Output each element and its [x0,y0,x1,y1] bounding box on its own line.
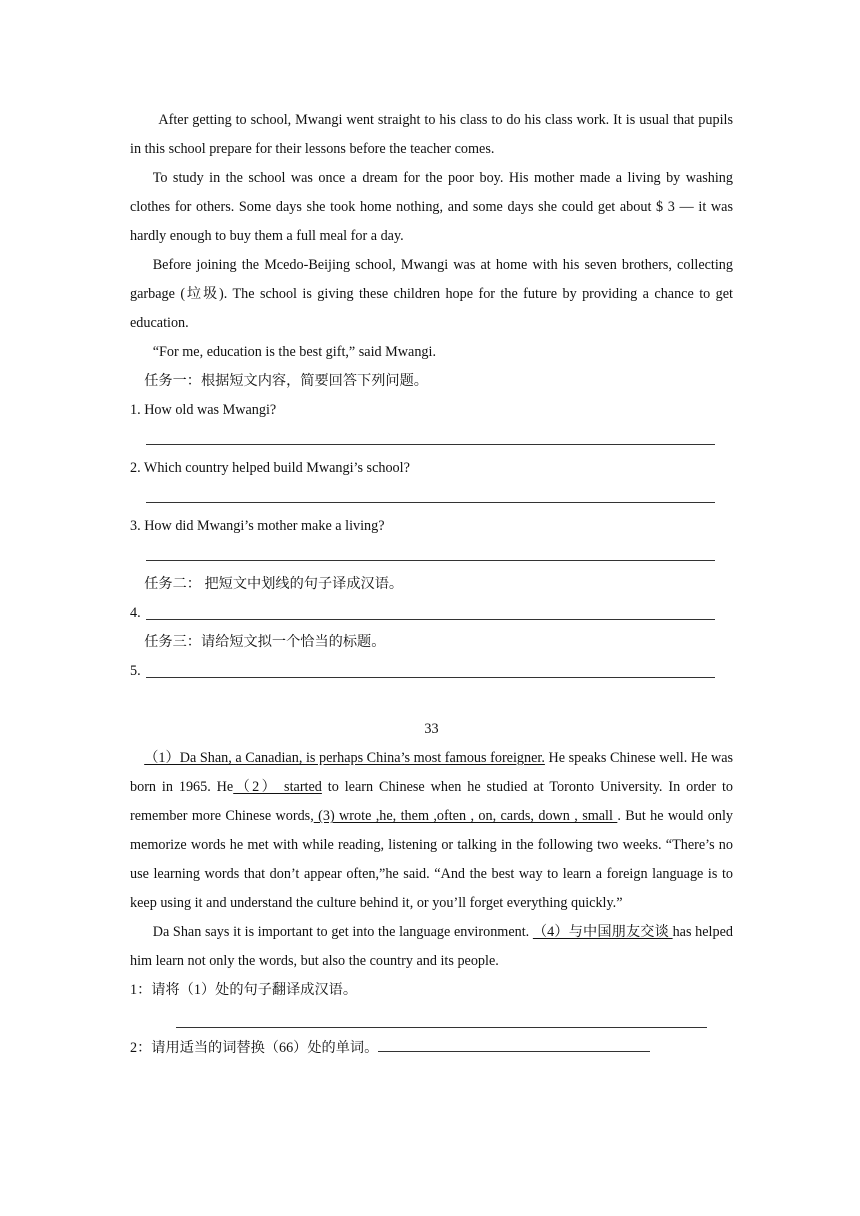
answer-number-5: 5. [130,663,141,679]
section-number: 33 [424,721,439,737]
answer-line-4[interactable] [130,599,733,628]
task3-title: 任务三：请给短文拟一个恰当的标题。 [144,634,386,650]
answer-line-5[interactable] [130,657,733,686]
passage-paragraph-4: “For me, education is the best gift,” said Mwangi. [152,344,437,360]
task2-title: 任务二： 把短文中划线的句子译成汉语。 [144,576,404,592]
underlined-word-2: （2） started [233,779,322,795]
task1-title: 任务一：根据短文内容，简要回答下列问题。 [144,373,428,389]
exercise-1-answer-line[interactable] [130,1005,733,1034]
passage2-text-3: . But he would only memorize words he met with while reading, listening or talking in the following two weeks. “There’s no use learning words that don’t appear often,”he said. “And the best way to learn a foreign language is to keep using it and understand the culture behind it, or you’ll forget everything quickly.” [130,808,733,911]
passage2-text-1: He speaks Chinese well. He was born in 1965. He [130,750,734,795]
answer-line-2[interactable] [130,483,733,512]
question-2: 2. Which country helped build Mwangi’s school? [130,460,410,476]
exercise-2-answer-line[interactable] [378,1037,650,1052]
passage2-text-5: has helped him learn not only the words, but also the country and its people. [130,924,733,969]
question-1: 1. How old was Mwangi? [130,402,277,418]
document-page [130,106,733,1063]
question-3: 3. How did Mwangi’s mother make a living? [130,518,385,534]
answer-line-1[interactable] [130,425,733,454]
passage-paragraph-3: Before joining the Mcedo-Beijing school, Mwangi was at home with his seven brothers, collecting garbage (垃圾). The school is giving these children hope for the future by providing a chance to get education. [130,257,733,331]
passage2-text-2: to learn Chinese when he studied at Toronto University. In order to remember more Chinese words, [130,779,733,824]
underlined-words-3: (3) wrote ,he, them ,often , on, cards, down , small [313,808,618,824]
passage2-paragraph-1 [130,744,733,918]
passage2-text-4: Da Shan says it is important to get into the language environment. [152,924,533,940]
passage2-paragraph-2 [130,918,733,976]
answer-line-3[interactable] [130,541,733,570]
exercise-2-text: 2：请用适当的词替换（66）处的单词。 [130,1040,379,1056]
exercise-1: 1：请将（1）处的句子翻译成汉语。 [130,982,358,998]
underlined-phrase-4: （4）与中国朋友交谈 [532,924,673,940]
answer-number-4: 4. [130,605,141,621]
passage-paragraph-1: After getting to school, Mwangi went straight to his class to do his class work. It is usual that pupils in this school prepare for their lessons before the teacher comes. [130,112,733,157]
underlined-sentence-1: （1）Da Shan, a Canadian, is perhaps China’s most famous foreigner. [144,750,545,766]
passage-paragraph-2: To study in the school was once a dream for the poor boy. His mother made a living by washing clothes for others. Some days she took home nothing, and some days she could get about $ 3 — it was hardly enough to buy them a full meal for a day. [130,170,733,244]
exercise-2 [130,1034,733,1063]
